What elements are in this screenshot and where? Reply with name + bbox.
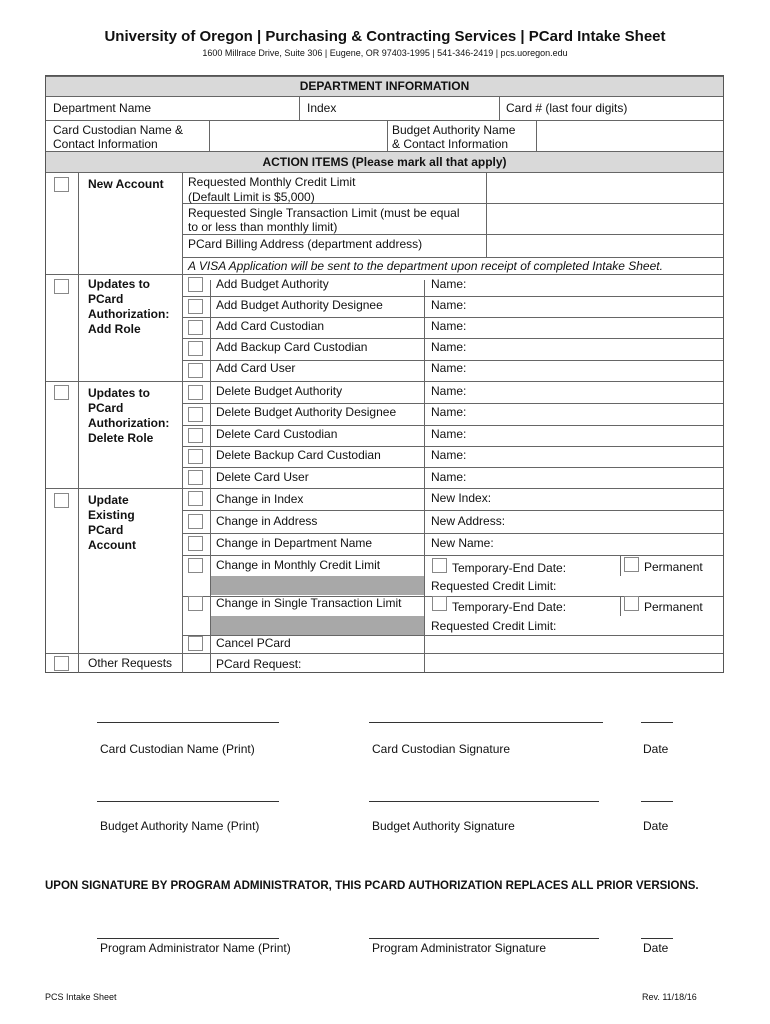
signature-line	[369, 722, 603, 723]
name-label: Name:	[431, 361, 467, 375]
signature-line	[97, 722, 279, 723]
custodian-label-1: Card Custodian Name &	[53, 123, 184, 137]
delete-card-user-checkbox[interactable]	[188, 470, 203, 485]
single-requested-label: Requested Credit Limit:	[431, 619, 557, 633]
change-address-checkbox[interactable]	[188, 514, 203, 529]
add-role-label-1: Updates to	[88, 277, 151, 291]
budget-label-1: Budget Authority Name	[392, 123, 516, 137]
new-address-label: New Address:	[431, 514, 506, 528]
add-role-label-3: Authorization:	[88, 307, 170, 321]
footer-right: Rev. 11/18/16	[642, 992, 697, 1002]
monthly-requested-label: Requested Credit Limit:	[431, 579, 557, 593]
card-number-label: Card # (last four digits)	[506, 101, 628, 115]
update-account-checkbox[interactable]	[54, 493, 69, 508]
change-index-label: Change in Index	[216, 492, 304, 506]
delete-backup-custodian-label: Delete Backup Card Custodian	[216, 448, 381, 462]
change-monthly-limit-checkbox[interactable]	[188, 558, 203, 573]
monthly-limit-input[interactable]	[487, 174, 723, 203]
new-account-checkbox[interactable]	[54, 177, 69, 192]
add-card-user-label: Add Card User	[216, 361, 296, 375]
cancel-pcard-checkbox[interactable]	[188, 636, 203, 651]
update-label-2: Existing	[88, 508, 135, 522]
monthly-limit-label-2: (Default Limit is $5,000)	[188, 190, 315, 204]
pcard-request-label: PCard Request:	[216, 657, 302, 671]
new-index-label: New Index:	[431, 491, 492, 505]
name-label: Name:	[431, 277, 467, 291]
single-permanent-label: Permanent	[644, 600, 703, 614]
single-temporary-checkbox[interactable]	[432, 596, 447, 611]
monthly-limit-label-1: Requested Monthly Credit Limit	[188, 175, 356, 189]
signature-line	[369, 801, 599, 802]
name-label: Name:	[431, 405, 467, 419]
page-title: University of Oregon | Purchasing & Contracting Services | PCard Intake Sheet	[104, 28, 666, 45]
single-limit-input[interactable]	[487, 204, 723, 234]
single-limit-label-1: Requested Single Transaction Limit (must be equal	[188, 206, 460, 220]
name-label: Name:	[431, 427, 467, 441]
monthly-permanent-checkbox[interactable]	[624, 557, 639, 572]
authorization-notice: UPON SIGNATURE BY PROGRAM ADMINISTRATOR, THIS PCARD AUTHORIZATION REPLACES ALL PRIOR VERSIONS.	[45, 880, 699, 892]
new-account-label: New Account	[88, 177, 164, 191]
change-index-checkbox[interactable]	[188, 491, 203, 506]
add-role-label-4: Add Role	[88, 322, 141, 336]
signature-line	[641, 722, 673, 723]
admin-signature: Program Administrator Signature	[372, 941, 547, 955]
delete-budget-designee-checkbox[interactable]	[188, 407, 203, 422]
delete-backup-custodian-checkbox[interactable]	[188, 449, 203, 464]
add-role-checkbox[interactable]	[54, 279, 69, 294]
monthly-temporary-label: Temporary-End Date:	[452, 561, 567, 575]
budget-name-print: Budget Authority Name (Print)	[100, 819, 260, 833]
page-subtitle: 1600 Millrace Drive, Suite 306 | Eugene, OR 97403-1995 | 541-346-2419 | pcs.uoregon.edu	[202, 48, 568, 58]
admin-name-print: Program Administrator Name (Print)	[100, 941, 291, 955]
name-label: Name:	[431, 298, 467, 312]
delete-role-label-3: Authorization:	[88, 416, 170, 430]
add-backup-custodian-label: Add Backup Card Custodian	[216, 340, 368, 354]
change-monthly-limit-label: Change in Monthly Credit Limit	[216, 558, 381, 572]
name-label: Name:	[431, 340, 467, 354]
update-label-4: Account	[88, 538, 136, 552]
single-permanent-checkbox[interactable]	[624, 596, 639, 611]
change-single-limit-label: Change in Single Transaction Limit	[216, 596, 402, 610]
change-single-limit-checkbox[interactable]	[188, 596, 203, 611]
billing-address-label: PCard Billing Address (department address)	[188, 237, 423, 251]
name-label: Name:	[431, 448, 467, 462]
section-action-items-header: ACTION ITEMS (Please mark all that apply)	[46, 151, 723, 173]
update-label-1: Update	[88, 493, 129, 507]
intake-form	[45, 75, 724, 673]
delete-card-user-label: Delete Card User	[216, 470, 309, 484]
signature-line	[641, 801, 673, 802]
footer-left: PCS Intake Sheet	[45, 992, 117, 1002]
date-label: Date	[643, 941, 669, 955]
add-budget-authority-label: Add Budget Authority	[216, 277, 329, 291]
signature-line	[641, 938, 673, 939]
custodian-name-print: Card Custodian Name (Print)	[100, 742, 255, 756]
delete-budget-authority-label: Delete Budget Authority	[216, 384, 343, 398]
delete-card-custodian-checkbox[interactable]	[188, 428, 203, 443]
other-requests-checkbox[interactable]	[54, 656, 69, 671]
budget-label-2: & Contact Information	[392, 137, 509, 151]
budget-signature: Budget Authority Signature	[372, 819, 515, 833]
new-name-label: New Name:	[431, 536, 494, 550]
delete-role-label-2: PCard	[88, 401, 124, 415]
delete-role-label-4: Delete Role	[88, 431, 154, 445]
add-role-label-2: PCard	[88, 292, 124, 306]
other-requests-label: Other Requests	[88, 656, 173, 670]
budget-authority-input[interactable]	[537, 121, 723, 151]
section-department-header: DEPARTMENT INFORMATION	[46, 76, 723, 97]
delete-card-custodian-label: Delete Card Custodian	[216, 427, 338, 441]
add-budget-designee-label: Add Budget Authority Designee	[216, 298, 383, 312]
billing-address-input[interactable]	[487, 235, 723, 257]
index-label: Index	[307, 101, 337, 115]
name-label: Name:	[431, 384, 467, 398]
add-budget-authority-checkbox[interactable]	[188, 277, 203, 292]
department-name-label: Department Name	[53, 101, 152, 115]
visa-note: A VISA Application will be sent to the department upon receipt of completed Intake Sheet.	[188, 259, 663, 273]
cancel-pcard-label: Cancel PCard	[216, 636, 291, 650]
delete-budget-designee-label: Delete Budget Authority Designee	[216, 405, 397, 419]
delete-role-label-1: Updates to	[88, 386, 151, 400]
monthly-temporary-checkbox[interactable]	[432, 558, 447, 573]
custodian-input[interactable]	[210, 121, 386, 151]
single-temporary-label: Temporary-End Date:	[452, 600, 567, 614]
monthly-permanent-label: Permanent	[644, 560, 703, 574]
update-label-3: PCard	[88, 523, 124, 537]
date-label: Date	[643, 819, 669, 833]
custodian-label-2: Contact Information	[53, 137, 158, 151]
shaded-cell	[211, 576, 424, 595]
delete-budget-authority-checkbox[interactable]	[188, 385, 203, 400]
delete-role-checkbox[interactable]	[54, 385, 69, 400]
name-label: Name:	[431, 470, 467, 484]
add-budget-designee-checkbox[interactable]	[188, 299, 203, 314]
add-card-user-checkbox[interactable]	[188, 363, 203, 378]
signature-line	[97, 801, 279, 802]
add-backup-custodian-checkbox[interactable]	[188, 341, 203, 356]
signature-line	[97, 938, 279, 939]
add-card-custodian-checkbox[interactable]	[188, 320, 203, 335]
change-address-label: Change in Address	[216, 514, 318, 528]
shaded-cell	[211, 616, 424, 635]
date-label: Date	[643, 742, 669, 756]
single-limit-label-2: to or less than monthly limit)	[188, 220, 338, 234]
add-card-custodian-label: Add Card Custodian	[216, 319, 325, 333]
custodian-signature: Card Custodian Signature	[372, 742, 511, 756]
change-dept-name-label: Change in Department Name	[216, 536, 373, 550]
name-label: Name:	[431, 319, 467, 333]
signature-line	[369, 938, 599, 939]
change-dept-name-checkbox[interactable]	[188, 536, 203, 551]
